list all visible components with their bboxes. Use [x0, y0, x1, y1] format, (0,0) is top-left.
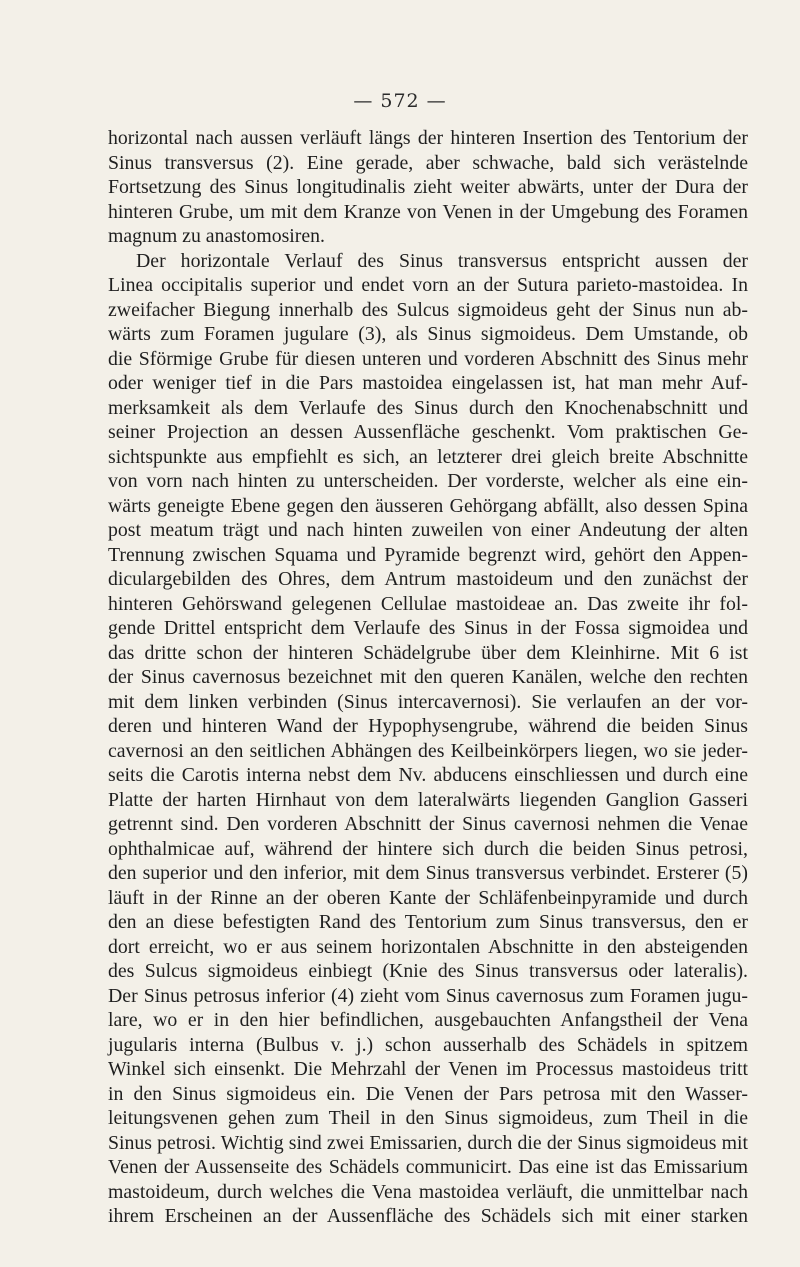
text-line: merksamkeit als dem Verlaufe des Sinus durch den Knochenabschnitt und [108, 396, 748, 419]
text-line: wärts geneigte Ebene gegen den äusseren Gehörgang abfällt, also dessen Spina [108, 494, 748, 517]
text-line: Sinus petrosi. Wichtig sind zwei Emissarien, durch die der Sinus sigmoideus mit [108, 1131, 748, 1154]
text-line: sichtspunkte aus empfiehlt es sich, an letzterer drei gleich breite Abschnitte [108, 445, 748, 468]
page-number: — 572 — [353, 90, 447, 112]
text-line: wärts zum Foramen jugulare (3), als Sinus sigmoideus. Dem Umstande, ob [108, 323, 748, 345]
text-line: seiner Projection an dessen Aussenfläche geschenkt. Vom praktischen Ge- [108, 421, 748, 443]
text-line: zweifacher Biegung innerhalb des Sulcus sigmoideus geht der Sinus nun ab- [108, 298, 748, 321]
text-line: mit dem linken verbinden (Sinus intercavernosi). Sie verlaufen an der vor- [108, 690, 748, 713]
text-line: ophthalmicae auf, während der hintere sich durch die beiden Sinus petrosi, [108, 837, 748, 860]
text-line: Trennung zwischen Squama und Pyramide begrenzt wird, gehört den Appen- [108, 543, 748, 566]
text-line: der Sinus cavernosus bezeichnet mit den queren Kanälen, welche den rechten [108, 666, 748, 688]
text-line: des Sulcus sigmoideus einbiegt (Knie des Sinus transversus oder lateralis). [108, 960, 748, 982]
text-line: von vorn nach hinten zu unterscheiden. Der vorderste, welcher als eine ein- [108, 470, 748, 492]
text-line: hinteren Grube, um mit dem Kranze von Venen in der Umgebung des Foramen [108, 200, 748, 223]
body-text [108, 126, 748, 1229]
text-line: getrennt sind. Den vorderen Abschnitt der Sinus cavernosi nehmen die Venae [108, 813, 748, 835]
text-line: Linea occipitalis superior und endet vorn an der Sutura parieto-mastoidea. In [108, 274, 748, 296]
text-line: magnum zu anastomosiren. [108, 225, 325, 247]
text-line: den an diese befestigten Rand des Tentorium zum Sinus transversus, den er [108, 911, 748, 933]
text-line: horizontal nach aussen verläuft längs der hinteren Insertion des Tentorium der [108, 127, 748, 149]
text-line: Platte der harten Hirnhaut von dem lateralwärts liegenden Ganglion Gasseri [108, 788, 748, 811]
text-line: post meatum trägt und nach hinten zuweilen von einer Andeutung der alten [108, 519, 748, 541]
text-line: seits die Carotis interna nebst dem Nv. abducens einschliessen und durch eine [108, 764, 748, 786]
text-line: mastoideum, durch welches die Vena mastoidea verläuft, die unmittelbar nach [108, 1180, 748, 1203]
text-line: hinteren Gehörswand gelegenen Cellulae mastoideae an. Das zweite ihr fol- [108, 592, 748, 615]
text-line: lare, wo er in den hier befindlichen, ausgebauchten Anfangstheil der Vena [108, 1009, 748, 1031]
text-line: diculargebilden des Ohres, dem Antrum mastoideum und den zunächst der [108, 568, 748, 590]
text-line: Venen der Aussenseite des Schädels communicirt. Das eine ist das Emissarium [108, 1156, 748, 1178]
text-line: ihrem Erscheinen an der Aussenfläche des Schädels sich mit einer starken [108, 1205, 748, 1227]
text-line: jugularis interna (Bulbus v. j.) schon ausserhalb des Schädels in spitzem [108, 1033, 748, 1056]
text-line: das dritte schon der hinteren Schädelgrube über dem Kleinhirne. Mit 6 ist [108, 641, 748, 664]
text-line: leitungsvenen gehen zum Theil in den Sinus sigmoideus, zum Theil in die [108, 1107, 748, 1129]
text-line: oder weniger tief in die Pars mastoidea eingelassen ist, hat man mehr Auf- [108, 372, 748, 394]
text-line: in den Sinus sigmoideus ein. Die Venen der Pars petrosa mit den Wasser- [108, 1082, 748, 1105]
text-line: den superior und den inferior, mit dem Sinus transversus verbindet. Ersterer (5) [108, 862, 748, 884]
text-line: dort erreicht, wo er aus seinem horizontalen Abschnitte in den absteigenden [108, 935, 748, 958]
text-line: gende Drittel entspricht dem Verlaufe des Sinus in der Fossa sigmoidea und [108, 617, 748, 639]
text-line: Winkel sich einsenkt. Die Mehrzahl der Venen im Processus mastoideus tritt [108, 1058, 748, 1080]
text-line: Der horizontale Verlauf des Sinus transversus entspricht aussen der [136, 249, 748, 272]
text-line: die Sförmige Grube für diesen unteren und vorderen Abschnitt des Sinus mehr [108, 347, 748, 370]
text-line: Der Sinus petrosus inferior (4) zieht vom Sinus cavernosus zum Foramen jugu- [108, 984, 748, 1007]
text-line: cavernosi an den seitlichen Abhängen des Keilbeinkörpers liegen, wo sie jeder- [108, 739, 748, 762]
text-line: Sinus transversus (2). Eine gerade, aber schwache, bald sich verästelnde [108, 151, 748, 174]
text-line: deren und hinteren Wand der Hypophysengrube, während die beiden Sinus [108, 715, 748, 737]
text-line: läuft in der Rinne an der oberen Kante der Schläfenbeinpyramide und durch [108, 886, 748, 909]
text-line: Fortsetzung des Sinus longitudinalis zieht weiter abwärts, unter der Dura der [108, 176, 748, 198]
